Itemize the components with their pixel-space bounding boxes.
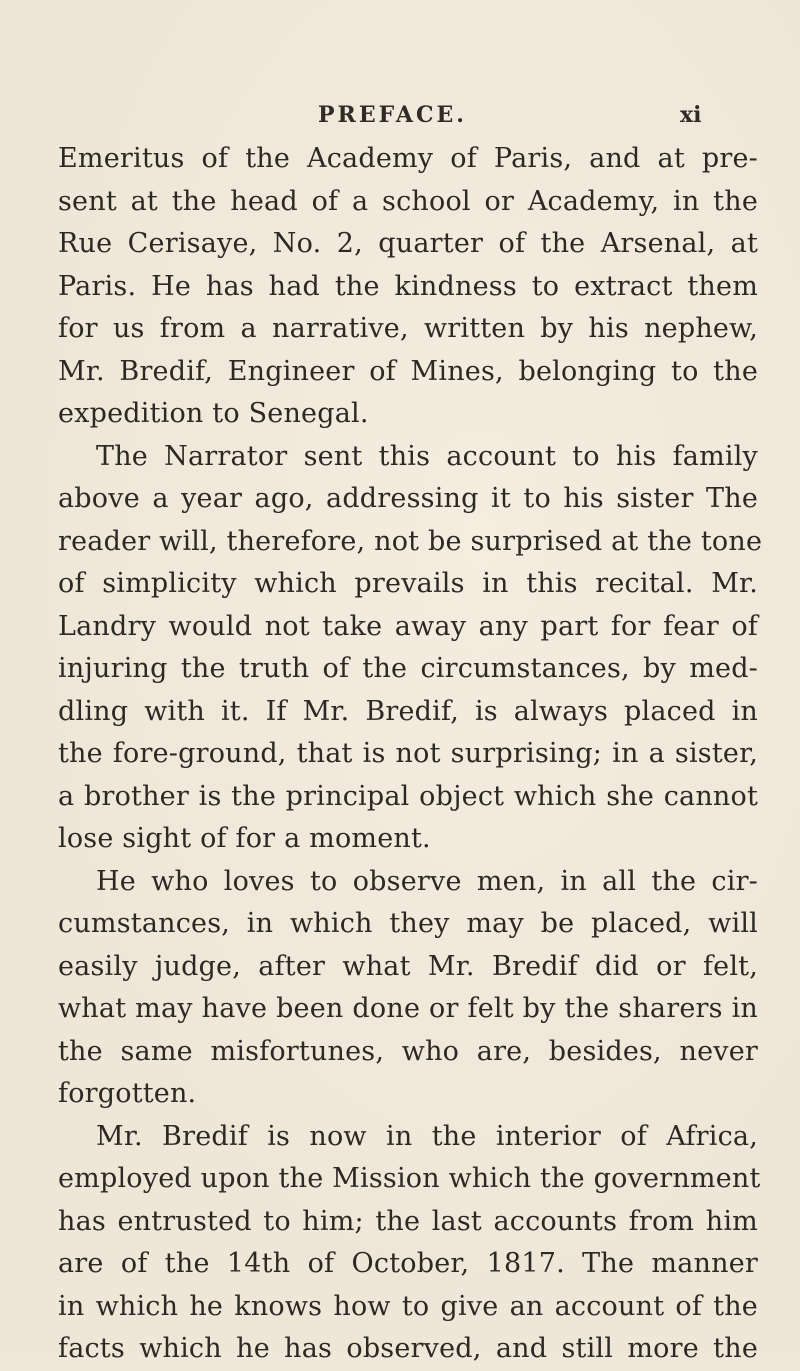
text-line: Mr. Bredif, Engineer of Mines, belonging to the — [58, 355, 758, 387]
text-line: dling with it. If Mr. Bredif, is always placed in — [58, 695, 758, 727]
text-line: The Narrator sent this account to his family — [96, 440, 758, 472]
running-head — [0, 102, 800, 142]
text-line: Mr. Bredif is now in the interior of Africa, — [96, 1120, 758, 1152]
text-line: the same misfortunes, who are, besides, never — [58, 1035, 758, 1067]
text-line: of simplicity which prevails in this recital. Mr. — [58, 568, 758, 599]
text-line: sent at the head of a school or Academy, in the — [58, 185, 758, 217]
text-line: what may have been done or felt by the sharers in — [58, 993, 758, 1024]
text-line: Paris. He has had the kindness to extract them — [58, 270, 758, 302]
text-line: Landry would not take away any part for fear of — [58, 610, 758, 642]
text-line: the fore-ground, that is not surprising; in a sister, — [58, 738, 758, 769]
text-line: expedition to Senegal. — [58, 398, 369, 429]
text-line: Rue Cerisaye, No. 2, quarter of the Arsenal, at — [58, 228, 758, 259]
running-title: PREFACE. — [318, 102, 467, 128]
text-line: cumstances, in which they may be placed, will — [58, 908, 758, 939]
text-line: easily judge, after what Mr. Bredif did or felt, — [58, 950, 758, 982]
text-line: are of the 14th of October, 1817. The manner — [58, 1248, 758, 1279]
text-line: employed upon the Mission which the government — [58, 1163, 761, 1194]
body-text — [58, 138, 763, 1371]
text-line: forgotten. — [58, 1078, 197, 1109]
text-line: for us from a narrative, written by his nephew, — [58, 313, 758, 344]
page-number: xi — [680, 102, 702, 128]
text-line: a brother is the principal object which she cannot — [58, 780, 758, 812]
text-line: above a year ago, addressing it to his sister The — [58, 483, 758, 514]
text-line: injuring the truth of the circumstances, by med- — [58, 653, 758, 684]
text-line: in which he knows how to give an account of the — [58, 1290, 758, 1322]
text-line: facts which he has observed, and still more the — [58, 1333, 758, 1364]
text-line: has entrusted to him; the last accounts from him — [58, 1205, 758, 1237]
text-line: He who loves to observe men, in all the cir- — [96, 865, 758, 897]
text-line: lose sight of for a moment. — [58, 823, 431, 854]
text-line: Emeritus of the Academy of Paris, and at pre- — [58, 143, 758, 174]
text-line: reader will, therefore, not be surprised at the tone — [58, 525, 763, 557]
